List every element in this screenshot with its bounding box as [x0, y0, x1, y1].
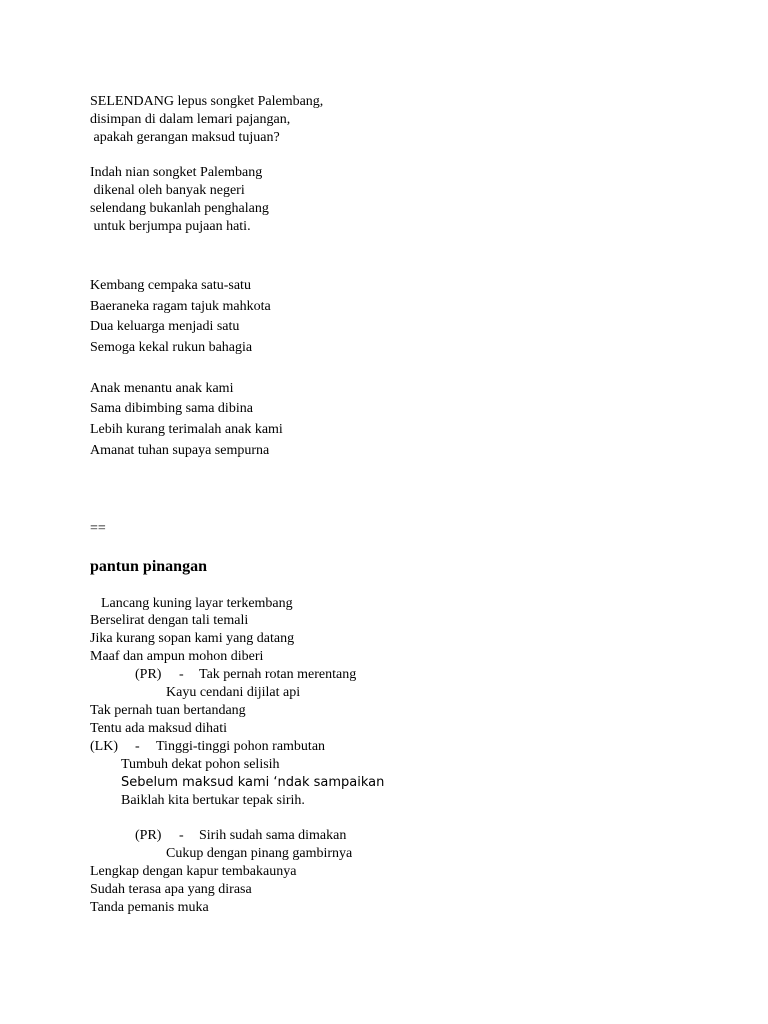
lk-dash: -: [135, 739, 140, 754]
stanza1-line3: apakah gerangan maksud tujuan?: [90, 130, 280, 145]
section-heading: pantun pinangan: [90, 558, 207, 575]
stanza4-line1: Anak menantu anak kami: [90, 381, 234, 396]
pr1-dash: -: [179, 667, 184, 682]
pinangan-line2: Berselirat dengan tali temali: [90, 613, 249, 628]
lk-line1: Tinggi-tinggi pohon rambutan: [156, 739, 326, 754]
lk-line4: Baiklah kita bertukar tepak sirih.: [121, 793, 305, 808]
pr2-dash: -: [179, 828, 184, 843]
stanza2-line4: untuk berjumpa pujaan hati.: [90, 219, 251, 234]
stanza3-line2: Baeraneka ragam tajuk mahkota: [90, 299, 271, 314]
pinangan-line3: Jika kurang sopan kami yang datang: [90, 631, 295, 646]
lk-line3: Sebelum maksud kami ‘ndak sampaikan: [121, 775, 385, 790]
pinangan-line4: Maaf dan ampun mohon diberi: [90, 649, 264, 664]
stanza4-line2: Sama dibimbing sama dibina: [90, 401, 253, 416]
stanza3-line1: Kembang cempaka satu-satu: [90, 278, 251, 293]
pr2-line2: Cukup dengan pinang gambirnya: [166, 846, 353, 861]
pr2-line1: Sirih sudah sama dimakan: [199, 828, 347, 843]
pr2-line3: Lengkap dengan kapur tembakaunya: [90, 864, 297, 879]
stanza1-line2: disimpan di dalam lemari pajangan,: [90, 112, 291, 127]
pr1-line4: Tentu ada maksud dihati: [90, 721, 228, 736]
stanza3-line4: Semoga kekal rukun bahagia: [90, 340, 253, 355]
pr1-line2: Kayu cendani dijilat api: [166, 685, 301, 700]
pr1-tag: (PR): [135, 667, 162, 682]
stanza2-line1: Indah nian songket Palembang: [90, 165, 263, 180]
pr2-tag: (PR): [135, 828, 162, 843]
pinangan-line1: Lancang kuning layar terkembang: [101, 596, 293, 611]
pr1-line1: Tak pernah rotan merentang: [199, 667, 357, 682]
stanza2-line3: selendang bukanlah penghalang: [90, 201, 269, 216]
stanza2-line2: dikenal oleh banyak negeri: [90, 183, 245, 198]
lk-line2: Tumbuh dekat pohon selisih: [121, 757, 280, 772]
pr2-line5: Tanda pemanis muka: [90, 900, 209, 915]
lk-tag: (LK): [90, 739, 118, 754]
stanza3-line3: Dua keluarga menjadi satu: [90, 319, 240, 334]
pr2-line4: Sudah terasa apa yang dirasa: [90, 882, 252, 897]
stanza4-line4: Amanat tuhan supaya sempurna: [90, 443, 270, 458]
separator: ==: [90, 521, 106, 536]
stanza1-line1: SELENDANG lepus songket Palembang,: [90, 94, 324, 109]
stanza4-line3: Lebih kurang terimalah anak kami: [90, 422, 283, 437]
pr1-line3: Tak pernah tuan bertandang: [90, 703, 246, 718]
